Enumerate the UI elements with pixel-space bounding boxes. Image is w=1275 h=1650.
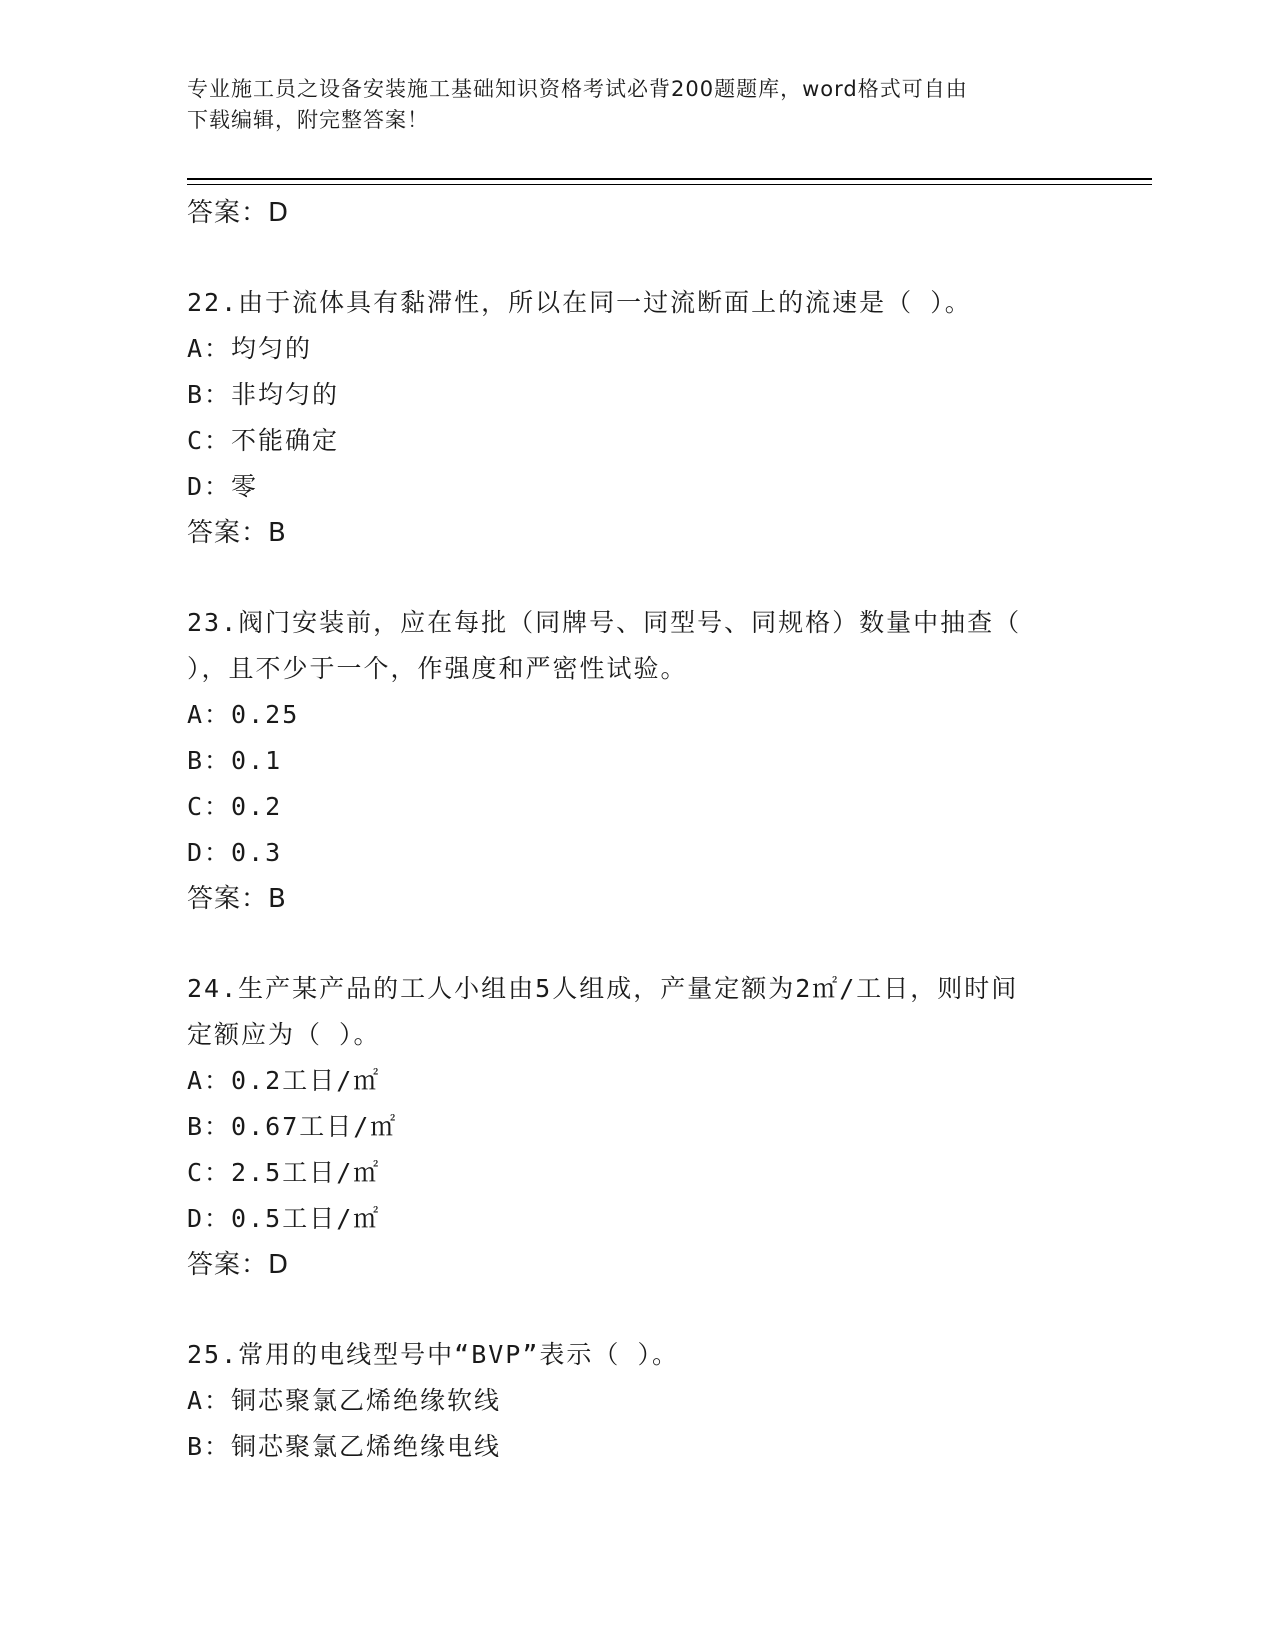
answer: 答案：B [187, 518, 287, 548]
option-a: A：均匀的 [187, 334, 313, 363]
spacer [187, 236, 1087, 280]
option-a: A：0.2工日/㎡ [187, 1066, 381, 1095]
header-divider-thin [187, 184, 1152, 185]
question-stem-continued: ），且不少于一个，作强度和严密性试验。 [187, 654, 688, 683]
document-header [187, 74, 1067, 136]
answer: 答案：B [187, 884, 287, 914]
question-stem: 25.常用的电线型号中“BVP”表示（ ）。 [187, 1340, 679, 1369]
option-c: C：2.5工日/㎡ [187, 1158, 381, 1187]
question-22 [187, 280, 1087, 556]
option-a: A：0.25 [187, 700, 300, 729]
option-a: A：铜芯聚氯乙烯绝缘软线 [187, 1386, 502, 1415]
option-d: D：零 [187, 472, 259, 501]
option-c: C：0.2 [187, 792, 283, 821]
spacer [187, 556, 1087, 600]
header-line-2: 下载编辑，附完整答案！ [187, 108, 429, 132]
option-b: B：铜芯聚氯乙烯绝缘电线 [187, 1432, 502, 1461]
option-d: D：0.5工日/㎡ [187, 1204, 381, 1233]
option-b: B：0.1 [187, 746, 283, 775]
question-23 [187, 600, 1087, 922]
option-d: D：0.3 [187, 838, 283, 867]
option-b: B：非均匀的 [187, 380, 340, 409]
answer: 答案：D [187, 1250, 290, 1280]
option-c: C：不能确定 [187, 426, 340, 455]
header-line-1: 专业施工员之设备安装施工基础知识资格考试必背200题题库，word格式可自由 [187, 77, 968, 101]
answer-21: 答案：D [187, 198, 290, 228]
question-24 [187, 966, 1087, 1288]
question-stem: 22.由于流体具有黏滞性，所以在同一过流断面上的流速是（ ）。 [187, 288, 972, 317]
header-divider-thick [187, 178, 1152, 180]
question-stem-continued: 定额应为（ ）。 [187, 1020, 381, 1049]
question-stem: 24.生产某产品的工人小组由5人组成，产量定额为2㎡/工日，则时间 [187, 974, 1019, 1003]
question-25 [187, 1332, 1087, 1470]
spacer [187, 1288, 1087, 1332]
option-b: B：0.67工日/㎡ [187, 1112, 398, 1141]
spacer [187, 922, 1087, 966]
question-list [187, 190, 1087, 1470]
question-stem: 23.阀门安装前，应在每批（同牌号、同型号、同规格）数量中抽查（ [187, 608, 1022, 637]
